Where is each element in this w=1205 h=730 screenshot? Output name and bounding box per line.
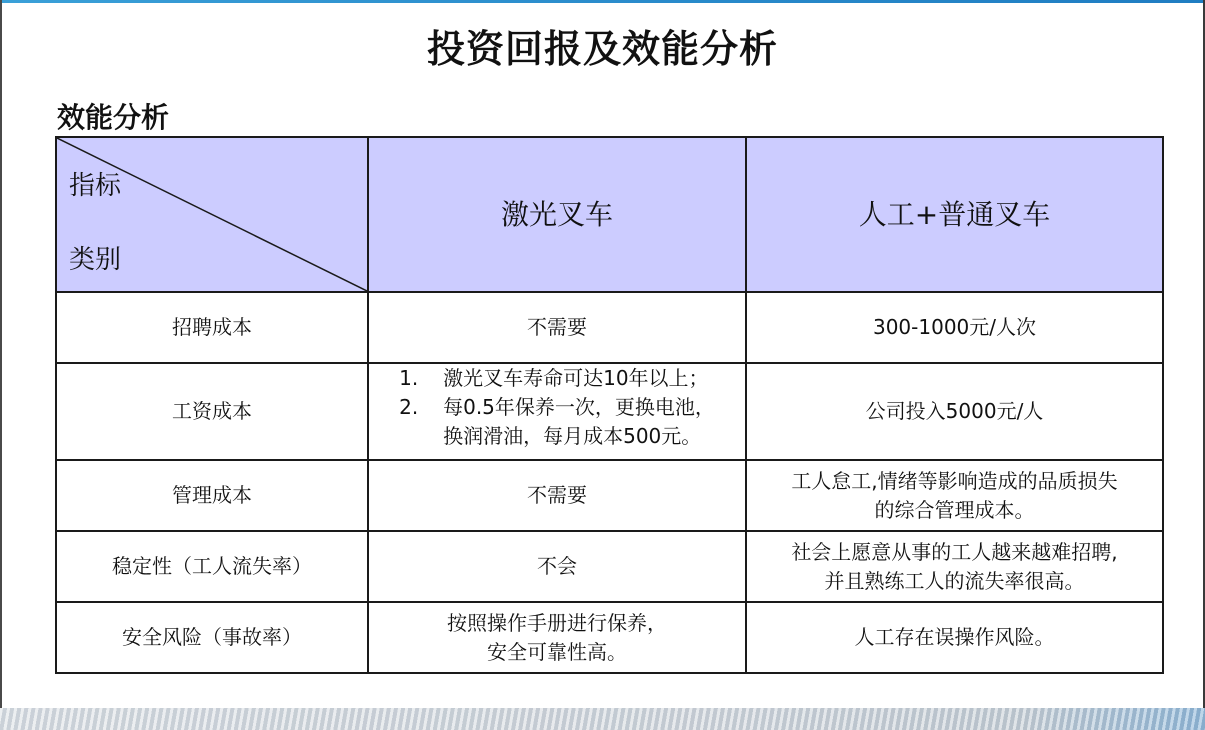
manual-value-line: 工人怠工,情绪等影响造成的品质损失 (791, 468, 1118, 493)
row-laser-value: 不会 (368, 531, 746, 602)
section-title: 效能分析 (57, 101, 170, 134)
row-category: 稳定性（工人流失率） (56, 531, 368, 602)
row-manual-value (746, 460, 1163, 531)
list-item (399, 422, 715, 451)
row-laser-value: 不需要 (368, 292, 746, 363)
header-indicator-label: 指标 (69, 171, 122, 201)
row-category: 招聘成本 (56, 292, 368, 363)
list-item (399, 393, 715, 422)
left-edge (0, 0, 2, 730)
list-item-text: 换润滑油，每月成本500元。 (443, 424, 702, 448)
row-manual-value (746, 531, 1163, 602)
row-manual-value: 300-1000元/人次 (746, 292, 1163, 363)
list-item-number: 1. (399, 366, 419, 390)
list-item (399, 364, 715, 393)
laser-cost-list (399, 364, 715, 451)
table-header-row (56, 137, 1163, 292)
manual-value-line: 并且熟练工人的流失率很高。 (824, 568, 1085, 593)
laser-value-line: 按照操作手册进行保养， (447, 610, 667, 635)
manual-value-line: 的综合管理成本。 (874, 497, 1035, 522)
laser-value-line: 安全可靠性高。 (487, 639, 627, 664)
manual-value-line: 社会上愿意从事的工人越来越难招聘, (791, 539, 1118, 564)
table-row (56, 602, 1163, 673)
slide-title: 投资回报及效能分析 (426, 26, 778, 71)
top-accent-bar (0, 0, 1205, 3)
row-laser-value (368, 602, 746, 673)
bottom-decorative-band (0, 708, 1205, 730)
efficiency-analysis-table (55, 136, 1164, 674)
table-row (56, 363, 1163, 460)
row-manual-value: 人工存在误操作风险。 (746, 602, 1163, 673)
list-item-number (399, 422, 443, 451)
row-category: 安全风险（事故率） (56, 602, 368, 673)
header-category-label: 类别 (69, 245, 122, 275)
row-laser-value: 不需要 (368, 460, 746, 531)
table-row (56, 292, 1163, 363)
list-item-text: 激光叉车寿命可达10年以上； (443, 366, 709, 390)
row-category: 管理成本 (56, 460, 368, 531)
table-row (56, 531, 1163, 602)
row-laser-value (368, 363, 746, 460)
list-item-number: 2. (399, 395, 419, 419)
list-item-text: 每0.5年保养一次，更换电池， (443, 395, 715, 419)
header-manual-forklift: 人工+普通叉车 (746, 137, 1163, 292)
table-row (56, 460, 1163, 531)
row-category: 工资成本 (56, 363, 368, 460)
header-laser-forklift: 激光叉车 (368, 137, 746, 292)
row-manual-value: 公司投入5000元/人 (746, 363, 1163, 460)
diagonal-header-cell (56, 137, 368, 292)
